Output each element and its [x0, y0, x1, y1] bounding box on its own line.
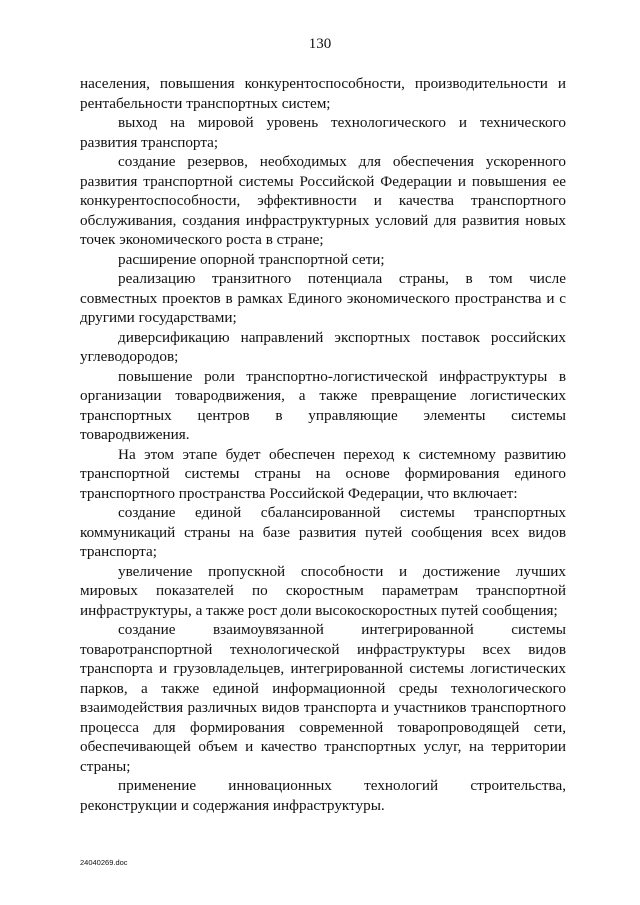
paragraph: увеличение пропускной способности и достижение лучших мировых показателей по скоростным параметрам транспортной инфраструктуры, а также рост доли высокоскоростных путей сообщения; [80, 562, 566, 619]
paragraph: выход на мировой уровень технологического и технического развития транспорта; [80, 114, 566, 151]
paragraph: повышение роли транспортно-логистической инфраструктуры в организации товародвижения, а также превращение логистических транспортных центров в управляющие элементы системы товародвижения. [80, 367, 566, 443]
paragraph: расширение опорной транспортной сети; [118, 250, 385, 268]
paragraph: населения, повышения конкурентоспособности, производительности и рентабельности транспортных систем; [80, 75, 566, 112]
document-file-code: 24040269.doc [80, 858, 128, 867]
paragraph: применение инновационных технологий строительства, реконструкции и содержания инфраструктуры. [80, 777, 566, 814]
paragraph: создание единой сбалансированной системы транспортных коммуникаций страны на базе развития путей сообщения всех видов транспорта; [80, 504, 566, 560]
paragraph: создание резервов, необходимых для обеспечения ускоренного развития транспортной системы Российской Федерации и повышения ее конкурентоспособности, эффективности и качества транспортного обслуживания, создания инфраструктурных условий для развития новых точек экономического роста в стране; [80, 153, 566, 248]
paragraph: создание взаимоувязанной интегрированной системы товаротранспортной технологической инфраструктуры всех видов транспорта и грузовладельцев, интегрированной системы логистических парков, а также единой информационной среды технологического взаимодействия различных видов транспорта и участников транспортного процесса для формирования современной товаропроводящей сети, обеспечивающей объем и качество транспортных услуг, на территории страны; [80, 621, 566, 775]
document-body [80, 74, 566, 815]
page-number: 130 [308, 36, 332, 52]
paragraph: На этом этапе будет обеспечен переход к системному развитию транспортной системы страны на основе формирования единого транспортного пространства Российской Федерации, что включает: [80, 445, 566, 502]
paragraph: диверсификацию направлений экспортных поставок российских углеводородов; [80, 328, 566, 365]
paragraph: реализацию транзитного потенциала страны, в том числе совместных проектов в рамках Единого экономического пространства и с другими государствами; [80, 270, 566, 326]
